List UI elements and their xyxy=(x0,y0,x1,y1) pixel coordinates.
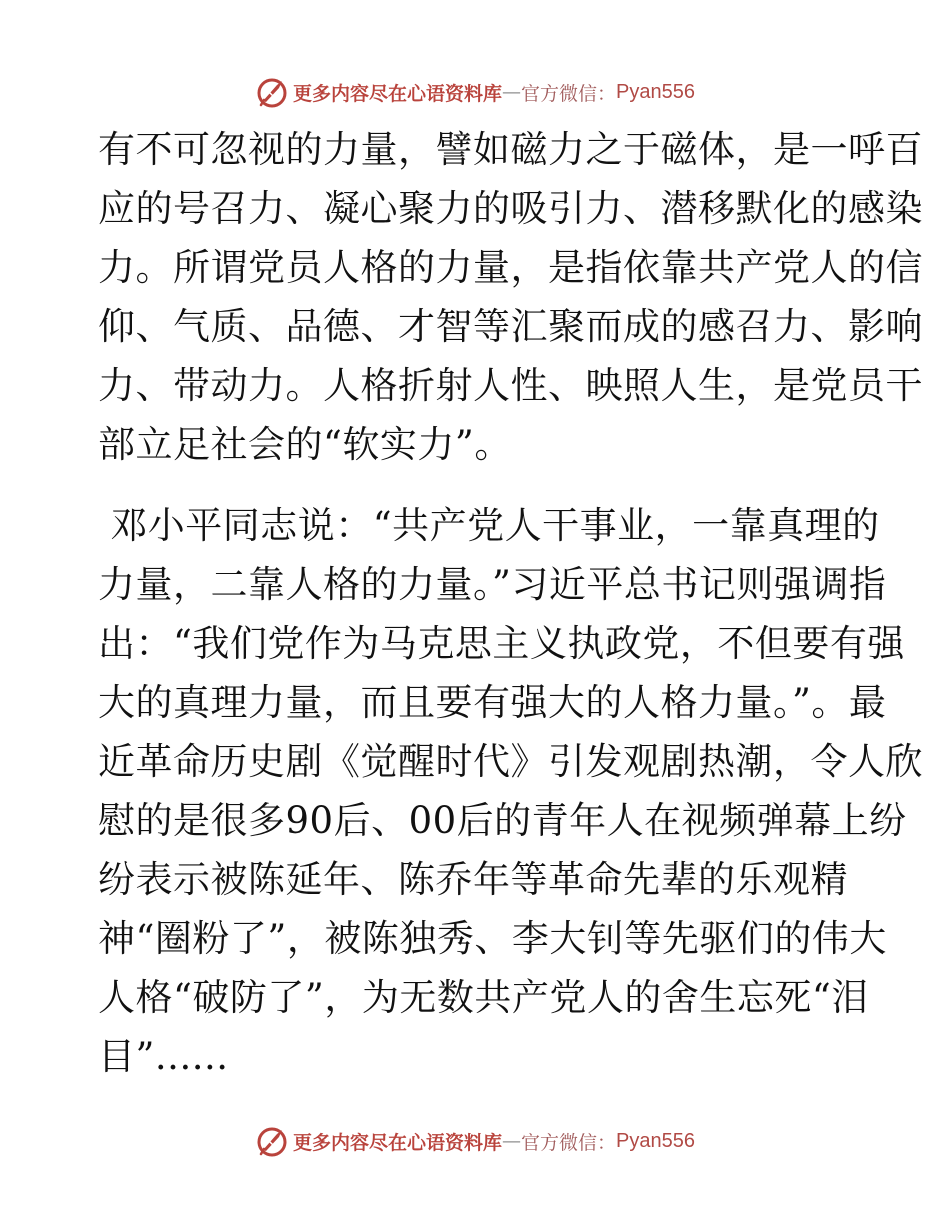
text-line: 邓小平同志说：“共产党人干事业，一靠真理的 xyxy=(98,504,880,547)
banner-dash: — xyxy=(502,81,522,103)
quill-pen-logo-icon xyxy=(255,75,289,109)
text-line: 力量，二靠人格的力量。”习近平总书记则强调指 xyxy=(98,563,887,606)
text-line: 力。所谓党员人格的力量，是指依靠共产党人的信 xyxy=(98,246,923,289)
banner-title: 更多内容尽在心语资料库 xyxy=(293,82,503,105)
text-line: 大的真理力量，而且要有强大的人格力量。”。最 xyxy=(98,681,887,724)
paragraph-1 xyxy=(98,120,923,474)
footer-banner xyxy=(0,1121,950,1161)
text-line: 仰、气质、品德、才智等汇聚而成的感召力、影响 xyxy=(98,305,923,348)
text-line: 出：“我们党作为马克思主义执政党，不但要有强 xyxy=(98,622,905,665)
text-line: 神“圈粉了”，被陈独秀、李大钊等先驱们的伟大 xyxy=(98,917,887,960)
paragraph-2 xyxy=(98,496,923,1086)
text-line: 力、带动力。人格折射人性、映照人生，是党员干 xyxy=(98,364,923,407)
text-line: 有不可忽视的力量，譬如磁力之于磁体，是一呼百 xyxy=(98,128,923,171)
text-line: 人格“破防了”，为无数共产党人的舍生忘死“泪 xyxy=(98,976,869,1019)
paragraph-gap xyxy=(98,474,858,496)
banner-wechat-label: 官方微信： xyxy=(521,82,617,105)
text-line: 应的号召力、凝心聚力的吸引力、潜移默化的感染 xyxy=(98,187,923,230)
text-line: 慰的是很多90后、00后的青年人在视频弹幕上纷 xyxy=(98,799,907,842)
banner-wechat-id: Pyan556 xyxy=(616,1129,695,1152)
banner-wechat-id: Pyan556 xyxy=(616,80,695,103)
text-line: 近革命历史剧《觉醒时代》引发观剧热潮，令人欣 xyxy=(98,740,923,783)
banner-wechat-label: 官方微信： xyxy=(521,1131,617,1154)
banner-dash: — xyxy=(502,1130,522,1152)
banner-title: 更多内容尽在心语资料库 xyxy=(293,1131,503,1154)
text-line: 部立足社会的“软实力”。 xyxy=(98,423,512,466)
header-banner xyxy=(0,72,950,112)
quill-pen-logo-icon xyxy=(255,1124,289,1158)
text-line: 纷表示被陈延年、陈乔年等革命先辈的乐观精 xyxy=(98,858,848,901)
text-line: 目”...... xyxy=(98,1035,229,1078)
document-body xyxy=(98,120,923,1086)
